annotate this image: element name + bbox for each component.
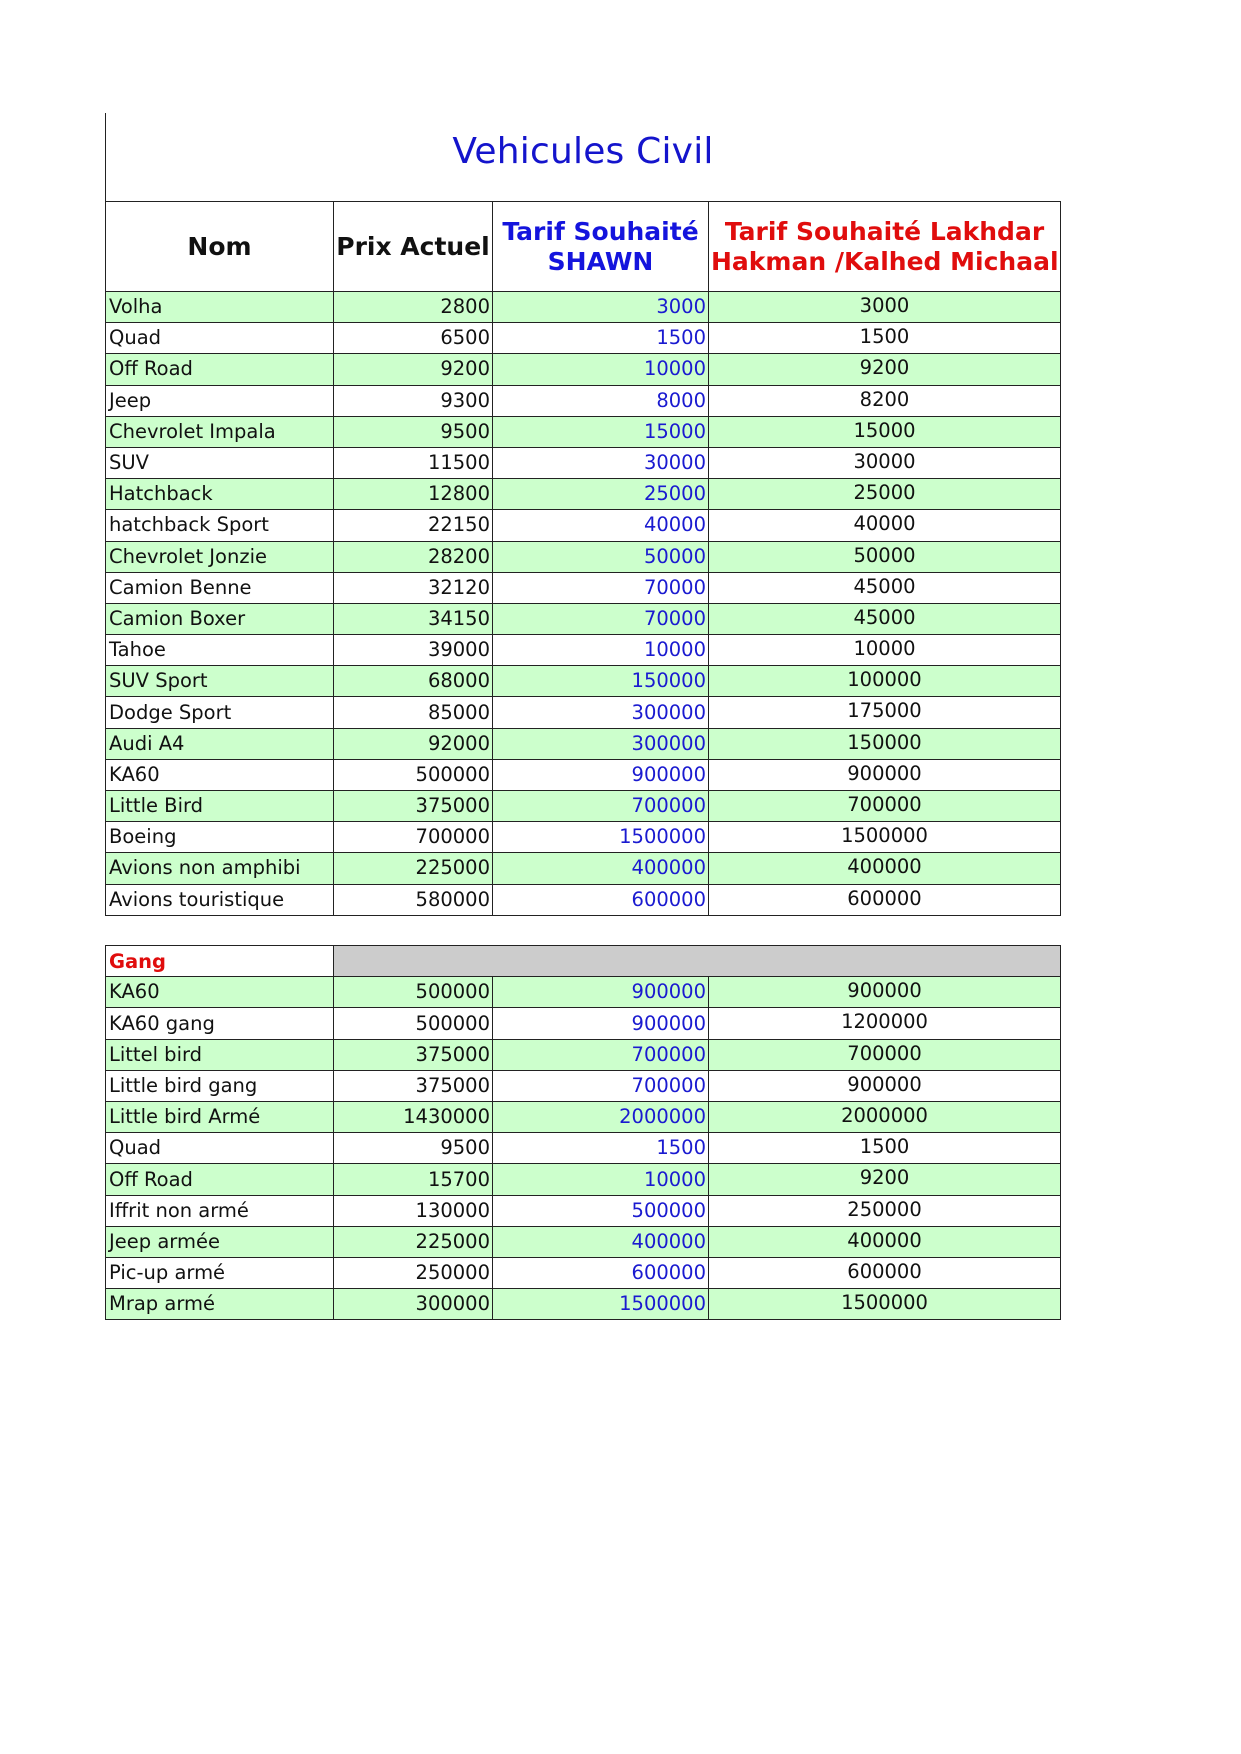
vehicle-name-cell: Little bird Armé [106, 1102, 334, 1133]
lakhdar-tariff-cell: 1200000 [709, 1008, 1061, 1039]
shawn-tariff-cell: 8000 [493, 385, 709, 416]
shawn-tariff-cell: 10000 [493, 1164, 709, 1195]
vehicle-name-cell: Quad [106, 323, 334, 354]
shawn-tariff-cell: 10000 [493, 635, 709, 666]
shawn-tariff-cell: 700000 [493, 1039, 709, 1070]
table-row [106, 1102, 1061, 1133]
vehicle-name-cell: Tahoe [106, 635, 334, 666]
header-row [106, 202, 1061, 292]
lakhdar-tariff-cell: 40000 [709, 510, 1061, 541]
current-price-cell: 34150 [334, 603, 493, 634]
header-shawn-line1: Tarif Souhaité [502, 216, 699, 246]
table-row [106, 853, 1061, 884]
current-price-cell: 2800 [334, 292, 493, 323]
lakhdar-tariff-cell: 175000 [709, 697, 1061, 728]
vehicle-name-cell: Little bird gang [106, 1070, 334, 1101]
vehicle-name-cell: KA60 gang [106, 1008, 334, 1039]
header-lakhdar-line1: Tarif Souhaité Lakhdar [724, 216, 1045, 246]
current-price-cell: 11500 [334, 447, 493, 478]
vehicle-name-cell: Quad [106, 1133, 334, 1164]
lakhdar-tariff-cell: 45000 [709, 603, 1061, 634]
shawn-tariff-cell: 400000 [493, 853, 709, 884]
shawn-tariff-cell: 70000 [493, 603, 709, 634]
lakhdar-tariff-cell: 8200 [709, 385, 1061, 416]
current-price-cell: 28200 [334, 541, 493, 572]
table-row [106, 416, 1061, 447]
table-row [106, 1289, 1061, 1320]
table-row [106, 666, 1061, 697]
lakhdar-tariff-cell: 900000 [709, 977, 1061, 1008]
lakhdar-tariff-cell: 30000 [709, 447, 1061, 478]
gang-header-band [334, 946, 1061, 977]
current-price-cell: 375000 [334, 791, 493, 822]
vehicle-name-cell: Jeep armée [106, 1226, 334, 1257]
lakhdar-tariff-cell: 400000 [709, 1226, 1061, 1257]
column-header-prix [334, 202, 493, 292]
shawn-tariff-cell: 500000 [493, 1195, 709, 1226]
vehicle-name-cell: Jeep [106, 385, 334, 416]
table-row [106, 1008, 1061, 1039]
column-header-shawn [493, 202, 709, 292]
current-price-cell: 85000 [334, 697, 493, 728]
current-price-cell: 9500 [334, 416, 493, 447]
table-row [106, 1133, 1061, 1164]
shawn-tariff-cell: 900000 [493, 759, 709, 790]
header-prix-label: Prix Actuel [336, 231, 490, 261]
table-row [106, 822, 1061, 853]
vehicle-name-cell: Dodge Sport [106, 697, 334, 728]
vehicle-name-cell: Avions non amphibi [106, 853, 334, 884]
lakhdar-tariff-cell: 10000 [709, 635, 1061, 666]
shawn-tariff-cell: 1500 [493, 323, 709, 354]
lakhdar-tariff-cell: 9200 [709, 1164, 1061, 1195]
current-price-cell: 580000 [334, 884, 493, 915]
current-price-cell: 500000 [334, 759, 493, 790]
table-row [106, 323, 1061, 354]
table-row [106, 385, 1061, 416]
vehicle-name-cell: Boeing [106, 822, 334, 853]
gang-table-body [106, 946, 1061, 1320]
table-row [106, 728, 1061, 759]
vehicle-name-cell: Camion Benne [106, 572, 334, 603]
shawn-tariff-cell: 3000 [493, 292, 709, 323]
shawn-tariff-cell: 300000 [493, 697, 709, 728]
lakhdar-tariff-cell: 50000 [709, 541, 1061, 572]
table-row [106, 697, 1061, 728]
vehicle-name-cell: Chevrolet Impala [106, 416, 334, 447]
vehicle-name-cell: SUV Sport [106, 666, 334, 697]
current-price-cell: 9500 [334, 1133, 493, 1164]
shawn-tariff-cell: 900000 [493, 1008, 709, 1039]
current-price-cell: 225000 [334, 1226, 493, 1257]
current-price-cell: 225000 [334, 853, 493, 884]
shawn-tariff-cell: 600000 [493, 884, 709, 915]
column-header-nom [106, 202, 334, 292]
vehicle-name-cell: Littel bird [106, 1039, 334, 1070]
current-price-cell: 39000 [334, 635, 493, 666]
lakhdar-tariff-cell: 1500000 [709, 1289, 1061, 1320]
page-title: Vehicules Civil [452, 131, 714, 172]
lakhdar-tariff-cell: 100000 [709, 666, 1061, 697]
lakhdar-tariff-cell: 25000 [709, 479, 1061, 510]
civil-vehicles-table [105, 201, 1061, 916]
shawn-tariff-cell: 900000 [493, 977, 709, 1008]
vehicle-name-cell: Off Road [106, 1164, 334, 1195]
table-row [106, 541, 1061, 572]
table-row [106, 791, 1061, 822]
lakhdar-tariff-cell: 2000000 [709, 1102, 1061, 1133]
shawn-tariff-cell: 700000 [493, 1070, 709, 1101]
current-price-cell: 68000 [334, 666, 493, 697]
current-price-cell: 6500 [334, 323, 493, 354]
table-row [106, 884, 1061, 915]
table-row [106, 292, 1061, 323]
shawn-tariff-cell: 15000 [493, 416, 709, 447]
table-row [106, 510, 1061, 541]
shawn-tariff-cell: 1500000 [493, 1289, 709, 1320]
table-row [106, 759, 1061, 790]
current-price-cell: 12800 [334, 479, 493, 510]
shawn-tariff-cell: 600000 [493, 1257, 709, 1288]
current-price-cell: 9200 [334, 354, 493, 385]
lakhdar-tariff-cell: 700000 [709, 791, 1061, 822]
shawn-tariff-cell: 300000 [493, 728, 709, 759]
shawn-tariff-cell: 25000 [493, 479, 709, 510]
table-row [106, 479, 1061, 510]
shawn-tariff-cell: 40000 [493, 510, 709, 541]
table-row [106, 1039, 1061, 1070]
vehicle-name-cell: Volha [106, 292, 334, 323]
lakhdar-tariff-cell: 700000 [709, 1039, 1061, 1070]
shawn-tariff-cell: 2000000 [493, 1102, 709, 1133]
vehicle-name-cell: Pic-up armé [106, 1257, 334, 1288]
gang-vehicles-table [105, 945, 1061, 1320]
shawn-tariff-cell: 150000 [493, 666, 709, 697]
current-price-cell: 375000 [334, 1070, 493, 1101]
current-price-cell: 500000 [334, 1008, 493, 1039]
column-header-lakhdar [709, 202, 1061, 292]
table-row [106, 603, 1061, 634]
lakhdar-tariff-cell: 15000 [709, 416, 1061, 447]
current-price-cell: 32120 [334, 572, 493, 603]
vehicle-name-cell: KA60 [106, 977, 334, 1008]
gang-header-row [106, 946, 1061, 977]
shawn-tariff-cell: 700000 [493, 791, 709, 822]
current-price-cell: 375000 [334, 1039, 493, 1070]
shawn-tariff-cell: 1500 [493, 1133, 709, 1164]
vehicle-name-cell: Mrap armé [106, 1289, 334, 1320]
vehicle-name-cell: Camion Boxer [106, 603, 334, 634]
lakhdar-tariff-cell: 600000 [709, 884, 1061, 915]
current-price-cell: 700000 [334, 822, 493, 853]
vehicle-name-cell: Chevrolet Jonzie [106, 541, 334, 572]
shawn-tariff-cell: 30000 [493, 447, 709, 478]
current-price-cell: 92000 [334, 728, 493, 759]
vehicle-name-cell: Avions touristique [106, 884, 334, 915]
shawn-tariff-cell: 50000 [493, 541, 709, 572]
table-row [106, 354, 1061, 385]
vehicle-name-cell: Little Bird [106, 791, 334, 822]
table-row [106, 1257, 1061, 1288]
table-row [106, 1195, 1061, 1226]
lakhdar-tariff-cell: 1500000 [709, 822, 1061, 853]
civil-table-body [106, 292, 1061, 916]
current-price-cell: 130000 [334, 1195, 493, 1226]
table-row [106, 1164, 1061, 1195]
lakhdar-tariff-cell: 900000 [709, 1070, 1061, 1101]
vehicle-name-cell: Hatchback [106, 479, 334, 510]
gang-section-label: Gang [106, 946, 334, 977]
lakhdar-tariff-cell: 3000 [709, 292, 1061, 323]
table-row [106, 635, 1061, 666]
table-row [106, 1070, 1061, 1101]
current-price-cell: 300000 [334, 1289, 493, 1320]
shawn-tariff-cell: 1500000 [493, 822, 709, 853]
lakhdar-tariff-cell: 1500 [709, 1133, 1061, 1164]
lakhdar-tariff-cell: 900000 [709, 759, 1061, 790]
current-price-cell: 15700 [334, 1164, 493, 1195]
lakhdar-tariff-cell: 1500 [709, 323, 1061, 354]
shawn-tariff-cell: 400000 [493, 1226, 709, 1257]
current-price-cell: 1430000 [334, 1102, 493, 1133]
table-row [106, 977, 1061, 1008]
vehicle-name-cell: SUV [106, 447, 334, 478]
current-price-cell: 9300 [334, 385, 493, 416]
title-area [105, 113, 1060, 201]
lakhdar-tariff-cell: 45000 [709, 572, 1061, 603]
header-lakhdar-line2: Hakman /Kalhed Michaal [711, 246, 1059, 276]
lakhdar-tariff-cell: 400000 [709, 853, 1061, 884]
current-price-cell: 22150 [334, 510, 493, 541]
vehicle-name-cell: Iffrit non armé [106, 1195, 334, 1226]
lakhdar-tariff-cell: 9200 [709, 354, 1061, 385]
current-price-cell: 250000 [334, 1257, 493, 1288]
vehicle-name-cell: hatchback Sport [106, 510, 334, 541]
header-shawn-line2: SHAWN [547, 246, 654, 276]
lakhdar-tariff-cell: 150000 [709, 728, 1061, 759]
lakhdar-tariff-cell: 250000 [709, 1195, 1061, 1226]
vehicle-name-cell: Off Road [106, 354, 334, 385]
table-row [106, 1226, 1061, 1257]
shawn-tariff-cell: 10000 [493, 354, 709, 385]
header-nom-label: Nom [187, 231, 252, 261]
shawn-tariff-cell: 70000 [493, 572, 709, 603]
table-row [106, 572, 1061, 603]
table-row [106, 447, 1061, 478]
lakhdar-tariff-cell: 600000 [709, 1257, 1061, 1288]
current-price-cell: 500000 [334, 977, 493, 1008]
vehicle-name-cell: KA60 [106, 759, 334, 790]
vehicle-name-cell: Audi A4 [106, 728, 334, 759]
